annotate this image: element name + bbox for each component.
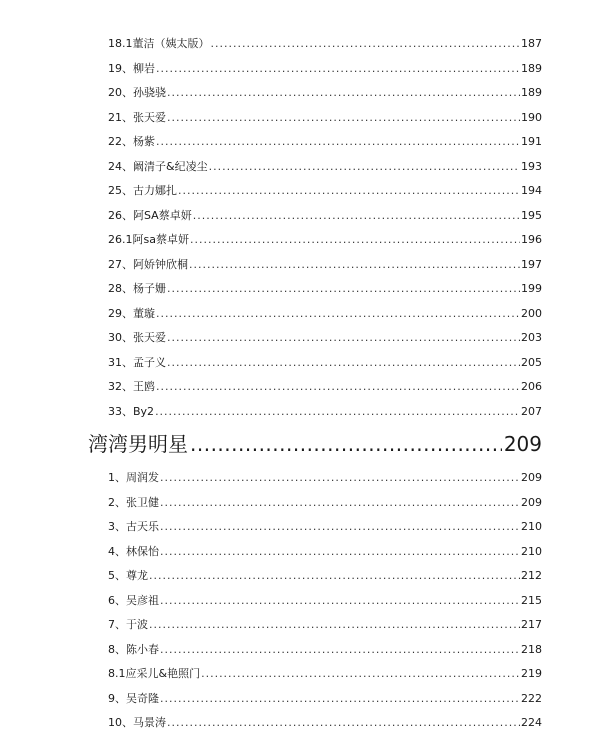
toc-entry-label: 8.1应采儿&艳照门 xyxy=(108,667,201,680)
toc-entry-label: 31、孟子义 xyxy=(108,355,166,369)
toc-entry[interactable] xyxy=(108,375,542,400)
toc-entry-page: 190 xyxy=(521,110,542,124)
toc-section-male xyxy=(108,466,542,736)
toc-entry-leader xyxy=(149,564,520,589)
toc-entry[interactable] xyxy=(108,351,542,376)
toc-heading-leader xyxy=(190,427,502,461)
toc-entry[interactable] xyxy=(108,155,542,180)
toc-entry-leader xyxy=(160,540,520,565)
toc-entry-label: 21、张天爱 xyxy=(108,110,166,124)
toc-entry-page: 199 xyxy=(521,282,542,295)
toc-entry-leader xyxy=(156,375,520,400)
toc-entry-label: 8、陈小春 xyxy=(108,642,159,656)
toc-entry-page: 219 xyxy=(521,667,542,680)
toc-entry-page: 187 xyxy=(521,37,542,50)
toc-entry-label: 25、古力娜扎 xyxy=(108,184,177,197)
toc-entry-leader xyxy=(178,179,520,204)
toc-entry-page: 212 xyxy=(521,569,542,582)
toc-entry-leader xyxy=(156,130,520,155)
toc-entry[interactable] xyxy=(108,613,542,638)
toc-entry-label: 30、张天爱 xyxy=(108,331,166,344)
toc-entry-leader xyxy=(160,515,520,540)
toc-entry-leader xyxy=(160,638,520,663)
toc-entry-label: 5、尊龙 xyxy=(108,569,148,582)
toc-entry[interactable] xyxy=(108,638,542,663)
toc-entry-label: 33、By2 xyxy=(108,404,155,418)
toc-entry-label: 27、阿娇钟欣桐 xyxy=(108,257,188,271)
toc-entry[interactable] xyxy=(108,466,542,491)
toc-entry-page: 210 xyxy=(521,544,542,558)
toc-entry-label: 9、吴奇隆 xyxy=(108,691,159,705)
toc-entry[interactable] xyxy=(108,179,542,204)
toc-entry-leader xyxy=(160,589,520,614)
toc-entry[interactable] xyxy=(108,540,542,565)
toc-entry[interactable] xyxy=(108,130,542,155)
toc-entry-leader xyxy=(209,155,520,180)
toc-entry-label: 18.1董洁（姨太版） xyxy=(108,37,210,50)
toc-entry-page: 209 xyxy=(521,471,542,484)
toc-entry-page: 209 xyxy=(521,495,542,509)
toc-entry-page: 193 xyxy=(521,159,542,173)
toc-entry-leader xyxy=(155,400,520,425)
toc-entry-label: 29、董璇 xyxy=(108,306,155,320)
toc-entry-leader xyxy=(167,711,520,736)
toc-entry-page: 191 xyxy=(521,135,542,148)
toc-entry-leader xyxy=(167,106,520,131)
toc-entry-label: 32、王鸥 xyxy=(108,380,155,393)
toc-entry-leader xyxy=(156,302,520,327)
toc-entry-page: 207 xyxy=(521,404,542,418)
toc-entry[interactable] xyxy=(108,277,542,302)
toc-entry-label: 10、马景涛 xyxy=(108,716,166,729)
toc-entry-label: 19、柳岩 xyxy=(108,61,155,75)
toc-entry-page: 196 xyxy=(521,233,542,246)
toc-entry-page: 215 xyxy=(521,593,542,607)
toc-entry[interactable] xyxy=(108,564,542,589)
toc-entry-label: 22、杨紫 xyxy=(108,135,155,148)
toc-entry-leader xyxy=(167,277,520,302)
toc-entry-leader xyxy=(189,253,520,278)
toc-entry-page: 206 xyxy=(521,380,542,393)
toc-entry-leader xyxy=(149,613,520,638)
toc-entry-page: 217 xyxy=(521,618,542,631)
toc-heading-row[interactable] xyxy=(88,427,542,461)
toc-entry-label: 4、林保怡 xyxy=(108,544,159,558)
toc-entry-leader xyxy=(160,687,520,712)
toc-entry[interactable] xyxy=(108,662,542,687)
toc-entry[interactable] xyxy=(108,106,542,131)
toc-entry-label: 26、阿SA蔡卓妍 xyxy=(108,208,192,222)
toc-entry-leader xyxy=(167,326,520,351)
toc-section-female xyxy=(108,32,542,424)
toc-entry-label: 7、于波 xyxy=(108,618,148,631)
toc-entry[interactable] xyxy=(108,515,542,540)
toc-entry-label: 2、张卫健 xyxy=(108,495,159,509)
toc-entry-page: 203 xyxy=(521,331,542,344)
toc-entry-leader xyxy=(211,32,521,57)
toc-entry-leader xyxy=(190,228,520,253)
toc-entry-page: 194 xyxy=(521,184,542,197)
toc-entry-label: 28、杨子姗 xyxy=(108,282,166,295)
toc-entry[interactable] xyxy=(108,253,542,278)
toc-entry[interactable] xyxy=(108,57,542,82)
toc-entry-page: 189 xyxy=(521,86,542,99)
toc-heading-label: 湾湾男明星 xyxy=(88,432,188,456)
toc-entry-leader xyxy=(160,466,520,491)
toc-entry-label: 20、孙骁骁 xyxy=(108,86,166,99)
toc-entry-page: 205 xyxy=(521,355,542,369)
toc-entry-page: 218 xyxy=(521,642,542,656)
toc-entry-page: 189 xyxy=(521,61,542,75)
toc-entry[interactable] xyxy=(108,687,542,712)
toc-entry-label: 3、古天乐 xyxy=(108,520,159,533)
toc-entry-label: 24、阚清子&纪凌尘 xyxy=(108,159,208,173)
toc-entry[interactable] xyxy=(108,711,542,736)
toc-entry[interactable] xyxy=(108,302,542,327)
toc-entry[interactable] xyxy=(108,32,542,57)
toc-entry-page: 222 xyxy=(521,691,542,705)
toc-entry-page: 200 xyxy=(521,306,542,320)
toc-entry-label: 6、吴彦祖 xyxy=(108,593,159,607)
toc-entry[interactable] xyxy=(108,81,542,106)
toc-entry-page: 210 xyxy=(521,520,542,533)
toc-entry[interactable] xyxy=(108,326,542,351)
toc-entry[interactable] xyxy=(108,400,542,425)
toc-entry-label: 1、周润发 xyxy=(108,471,159,484)
toc-entry-leader xyxy=(167,351,520,376)
toc-entry[interactable] xyxy=(108,228,542,253)
toc-entry-page: 197 xyxy=(521,257,542,271)
toc-entry-label: 26.1阿sa蔡卓妍 xyxy=(108,233,189,246)
toc-entry-leader xyxy=(160,491,520,516)
toc-entry-leader xyxy=(201,662,520,687)
toc-entry-leader xyxy=(167,81,520,106)
toc-entry-leader xyxy=(193,204,520,229)
toc-entry[interactable] xyxy=(108,204,542,229)
toc-entry-page: 224 xyxy=(521,716,542,729)
toc-entry[interactable] xyxy=(108,491,542,516)
toc-heading-page: 209 xyxy=(503,432,542,456)
toc-entry[interactable] xyxy=(108,589,542,614)
toc-entry-page: 195 xyxy=(521,208,542,222)
toc-entry-leader xyxy=(156,57,520,82)
